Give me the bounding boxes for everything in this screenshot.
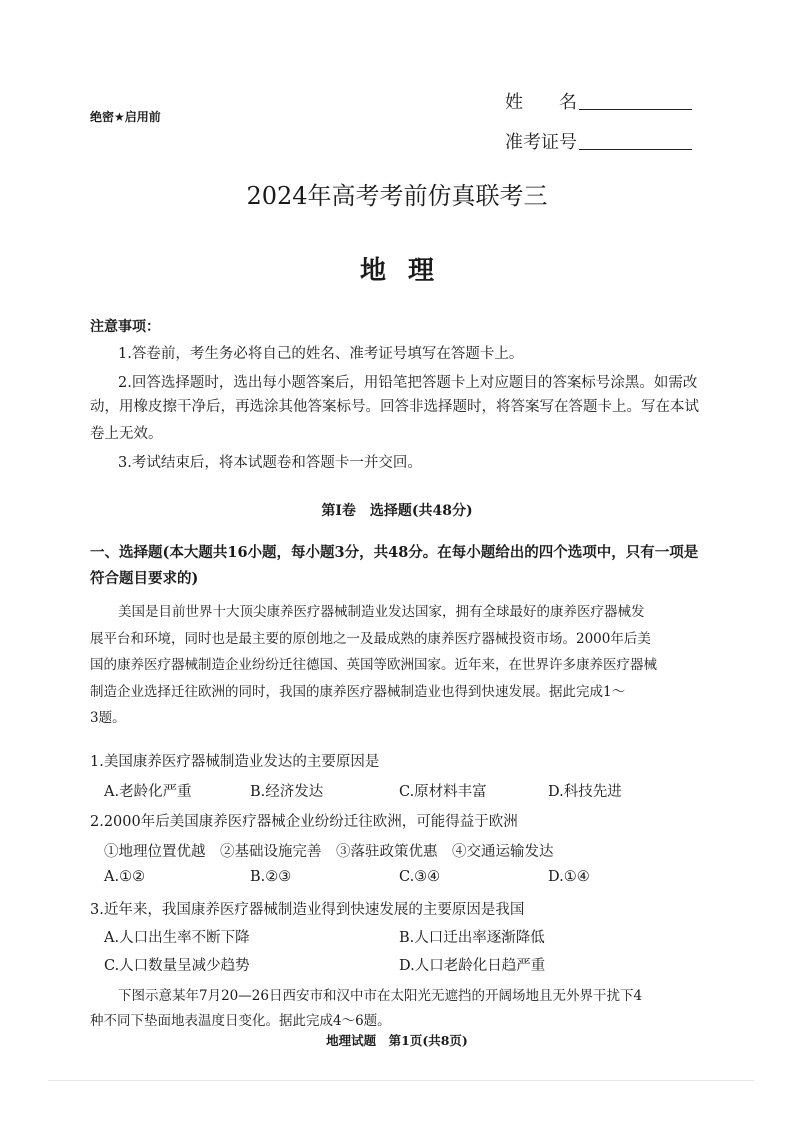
question-1-option-c: C.原材料丰富: [399, 784, 487, 800]
passage-2-line-2: 种不同下垫面地表温度日变化。据此完成4～6题。: [90, 1013, 391, 1029]
passage-1-line-5: 3题。: [90, 710, 126, 726]
question-2-option-b: B.②③: [250, 869, 292, 885]
passage-1-line-1: 美国是目前世界十大顶尖康养医疗器械制造业发达国家，拥有全球最好的康养医疗器械发: [118, 604, 645, 620]
notice-item-2-line-3: 卷上无效。: [90, 426, 163, 442]
section-heading: 第Ⅰ卷 选择题(共48分): [321, 503, 473, 519]
part-instruction-line-1: 一、选择题(本大题共16小题，每小题3分，共48分。在每小题给出的四个选项中，只有一项是: [90, 544, 699, 561]
notice-item-3: 3.考试结束后，将本试题卷和答题卡一并交回。: [118, 455, 422, 471]
question-3-option-d: D.人口老龄化日趋严重: [399, 958, 546, 974]
question-3-option-c: C.人口数量呈减少趋势: [104, 958, 250, 974]
bottom-divider: [48, 1080, 754, 1081]
passage-2-line-1: 下图示意某年7月20—26日西安市和汉中市在太阳光无遮挡的开阔场地且无外界干扰下4: [118, 988, 643, 1004]
confidential-label: 绝密★启用前: [90, 110, 161, 124]
question-2-option-a: A.①②: [104, 869, 146, 885]
question-3-option-a: A.人口出生率不断下降: [104, 930, 250, 946]
page-footer: 地理试题 第1页(共8页): [326, 1033, 468, 1048]
part-instruction-line-2: 符合题目要求的): [90, 570, 199, 587]
exam-id-blank-line[interactable]: [579, 131, 692, 150]
name-blank-line[interactable]: [579, 91, 692, 110]
name-field: [505, 88, 692, 114]
notice-item-2-line-2: 动，用橡皮擦干净后，再选涂其他答案标号。回答非选择题时，将答案写在答题卡上。写在本试: [90, 399, 699, 415]
question-3-option-b: B.人口迁出率逐渐降低: [399, 930, 545, 946]
question-2-statements: ①地理位置优越 ②基础设施完善 ③落驻政策优惠 ④交通运输发达: [104, 844, 554, 860]
exam-id-label: 准考证号: [505, 132, 577, 153]
question-1-option-d: D.科技先进: [548, 784, 622, 800]
question-1-stem: 1.美国康养医疗器械制造业发达的主要原因是: [90, 754, 380, 770]
question-2-option-c: C.③④: [399, 869, 441, 885]
question-1-option-a: A.老龄化严重: [104, 784, 192, 800]
question-1-option-b: B.经济发达: [250, 784, 324, 800]
passage-1-line-4: 制造企业选择迁往欧洲的同时，我国的康养医疗器械制造业也得到快速发展。据此完成1～: [90, 684, 626, 700]
passage-1-line-2: 展平台和环境，同时也是最主要的原创地之一及最成熟的康养医疗器械投资市场。2000年后美: [90, 631, 651, 647]
exam-title: 2024年高考考前仿真联考三: [246, 182, 548, 210]
question-2-option-d: D.①④: [548, 869, 590, 885]
name-label: 姓 名: [505, 92, 577, 113]
question-3-stem: 3.近年来，我国康养医疗器械制造业得到快速发展的主要原因是我国: [90, 902, 525, 918]
exam-id-field: [505, 128, 692, 154]
passage-1-line-3: 国的康养医疗器械制造企业纷纷迁往德国、英国等欧洲国家。近年来，在世界许多康养医疗器械: [90, 657, 657, 673]
notice-item-2-line-1: 2.回答选择题时，选出每小题答案后，用铅笔把答题卡上对应题目的答案标号涂黑。如需改: [118, 375, 698, 391]
notice-heading: 注意事项：: [90, 319, 160, 335]
notice-item-1: 1.答卷前，考生务必将自己的姓名、准考证号填写在答题卡上。: [118, 346, 524, 362]
subject-title: 地理: [359, 256, 456, 286]
question-2-stem: 2.2000年后美国康养医疗器械企业纷纷迁往欧洲，可能得益于欧洲: [90, 814, 518, 830]
